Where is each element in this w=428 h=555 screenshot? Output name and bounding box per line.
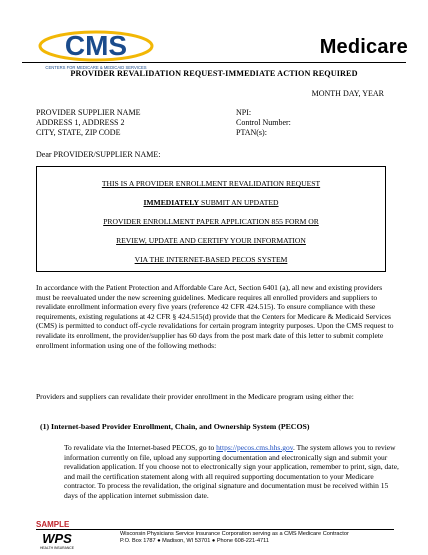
address-block (36, 108, 140, 138)
address-line: PROVIDER SUPPLIER NAME (36, 108, 141, 117)
pecos-text-before: To revalidate via the Internet-based PECOS, go to (64, 443, 217, 452)
pecos-section-title: (1) Internet-based Provider Enrollment, Chain, and Ownership System (PECOS) (40, 422, 310, 431)
sample-label: SAMPLE (36, 520, 70, 529)
revalidation-notice-box (36, 166, 386, 272)
control-number-label: Control Number: (236, 118, 291, 127)
address-line: ADDRESS 1, ADDRESS 2 (36, 118, 125, 127)
notice-immediately: IMMEDIATELY (143, 198, 200, 207)
notice-line-2 (37, 198, 385, 207)
notice-line-1: THIS IS A PROVIDER ENROLLMENT REVALIDATION REQUEST (101, 179, 321, 188)
body-paragraph-2: Providers and suppliers can revalidate their provider enrollment in the Medicare program using either the: (36, 392, 354, 401)
wps-tagline: HEALTH INSURANCE (39, 546, 75, 550)
footer-rule (36, 529, 394, 530)
pecos-link[interactable]: https://pecos.cms.hhs.gov (216, 443, 293, 452)
footer-text (120, 531, 349, 545)
wps-logo-text: WPS (42, 531, 72, 546)
pecos-text-after: . The system allows you to review information currently on file, upload any supporting documentation and electronically sign and submit your revalidation application. If you choose not to electronically sign your application, remember to print, sign, date, and mail the certification statement along with all required supporting documentation to your Medicare contractor. To process the revalidation, the original signature and documentation must be received within 15 days of the application internet submission date. (64, 443, 399, 500)
cms-logo-subtext: CENTERS FOR MEDICARE & MEDICAID SERVICES (45, 65, 147, 70)
identifier-block (236, 108, 291, 138)
notice-line-4: REVIEW, UPDATE AND CERTIFY YOUR INFORMATION (116, 236, 306, 245)
notice-submit: SUBMIT AN UPDATED (199, 198, 279, 207)
salutation: Dear PROVIDER/SUPPLIER NAME: (36, 150, 161, 159)
header-rule (22, 62, 406, 63)
cms-logo (36, 26, 156, 74)
letter-date: MONTH DAY, YEAR (311, 89, 384, 98)
notice-line-5: VIA THE INTERNET-BASED PECOS SYSTEM (134, 255, 288, 264)
npi-label: NPI: (236, 108, 252, 117)
pecos-section-body (64, 443, 400, 501)
letter-heading: PROVIDER REVALIDATION REQUEST-IMMEDIATE ACTION REQUIRED (70, 69, 358, 78)
medicare-title: Medicare (319, 36, 408, 58)
body-paragraph-1: In accordance with the Patient Protection and Affordable Care Act, Section 6401 (a), all new and existing providers must be reevaluated under the new screening guidelines. Medicare requires all enrolled providers and suppliers to revalidate enrollment information every five years (reference 42 CFR 424.515). To ensure compliance with these requirements, existing regulations at 42 CFR § 424.515(d) provide that the Centers for Medicare & Medicaid Services (CMS) is permitted to conduct off-cycle revalidations for certain program integrity purposes. Upon the CMS request to revalidate its enrollment, the provider/supplier has 60 days from the post mark date of this letter to submit complete enrollment information using one of the following methods: (36, 283, 394, 350)
address-line: CITY, STATE, ZIP CODE (36, 128, 121, 137)
wps-logo (36, 530, 78, 550)
ptan-label: PTAN(s): (236, 128, 267, 137)
cms-logo-text: CMS (64, 30, 128, 61)
footer-line-2: P.O. Box 1787 ● Madison, WI 53701 ● Phone 608-221-4711 (120, 538, 269, 545)
notice-line-3: PROVIDER ENROLLMENT PAPER APPLICATION 855 FORM OR (103, 217, 319, 226)
footer-line-1: Wisconsin Physicians Service Insurance Corporation serving as a CMS Medicare Contractor (120, 531, 349, 537)
